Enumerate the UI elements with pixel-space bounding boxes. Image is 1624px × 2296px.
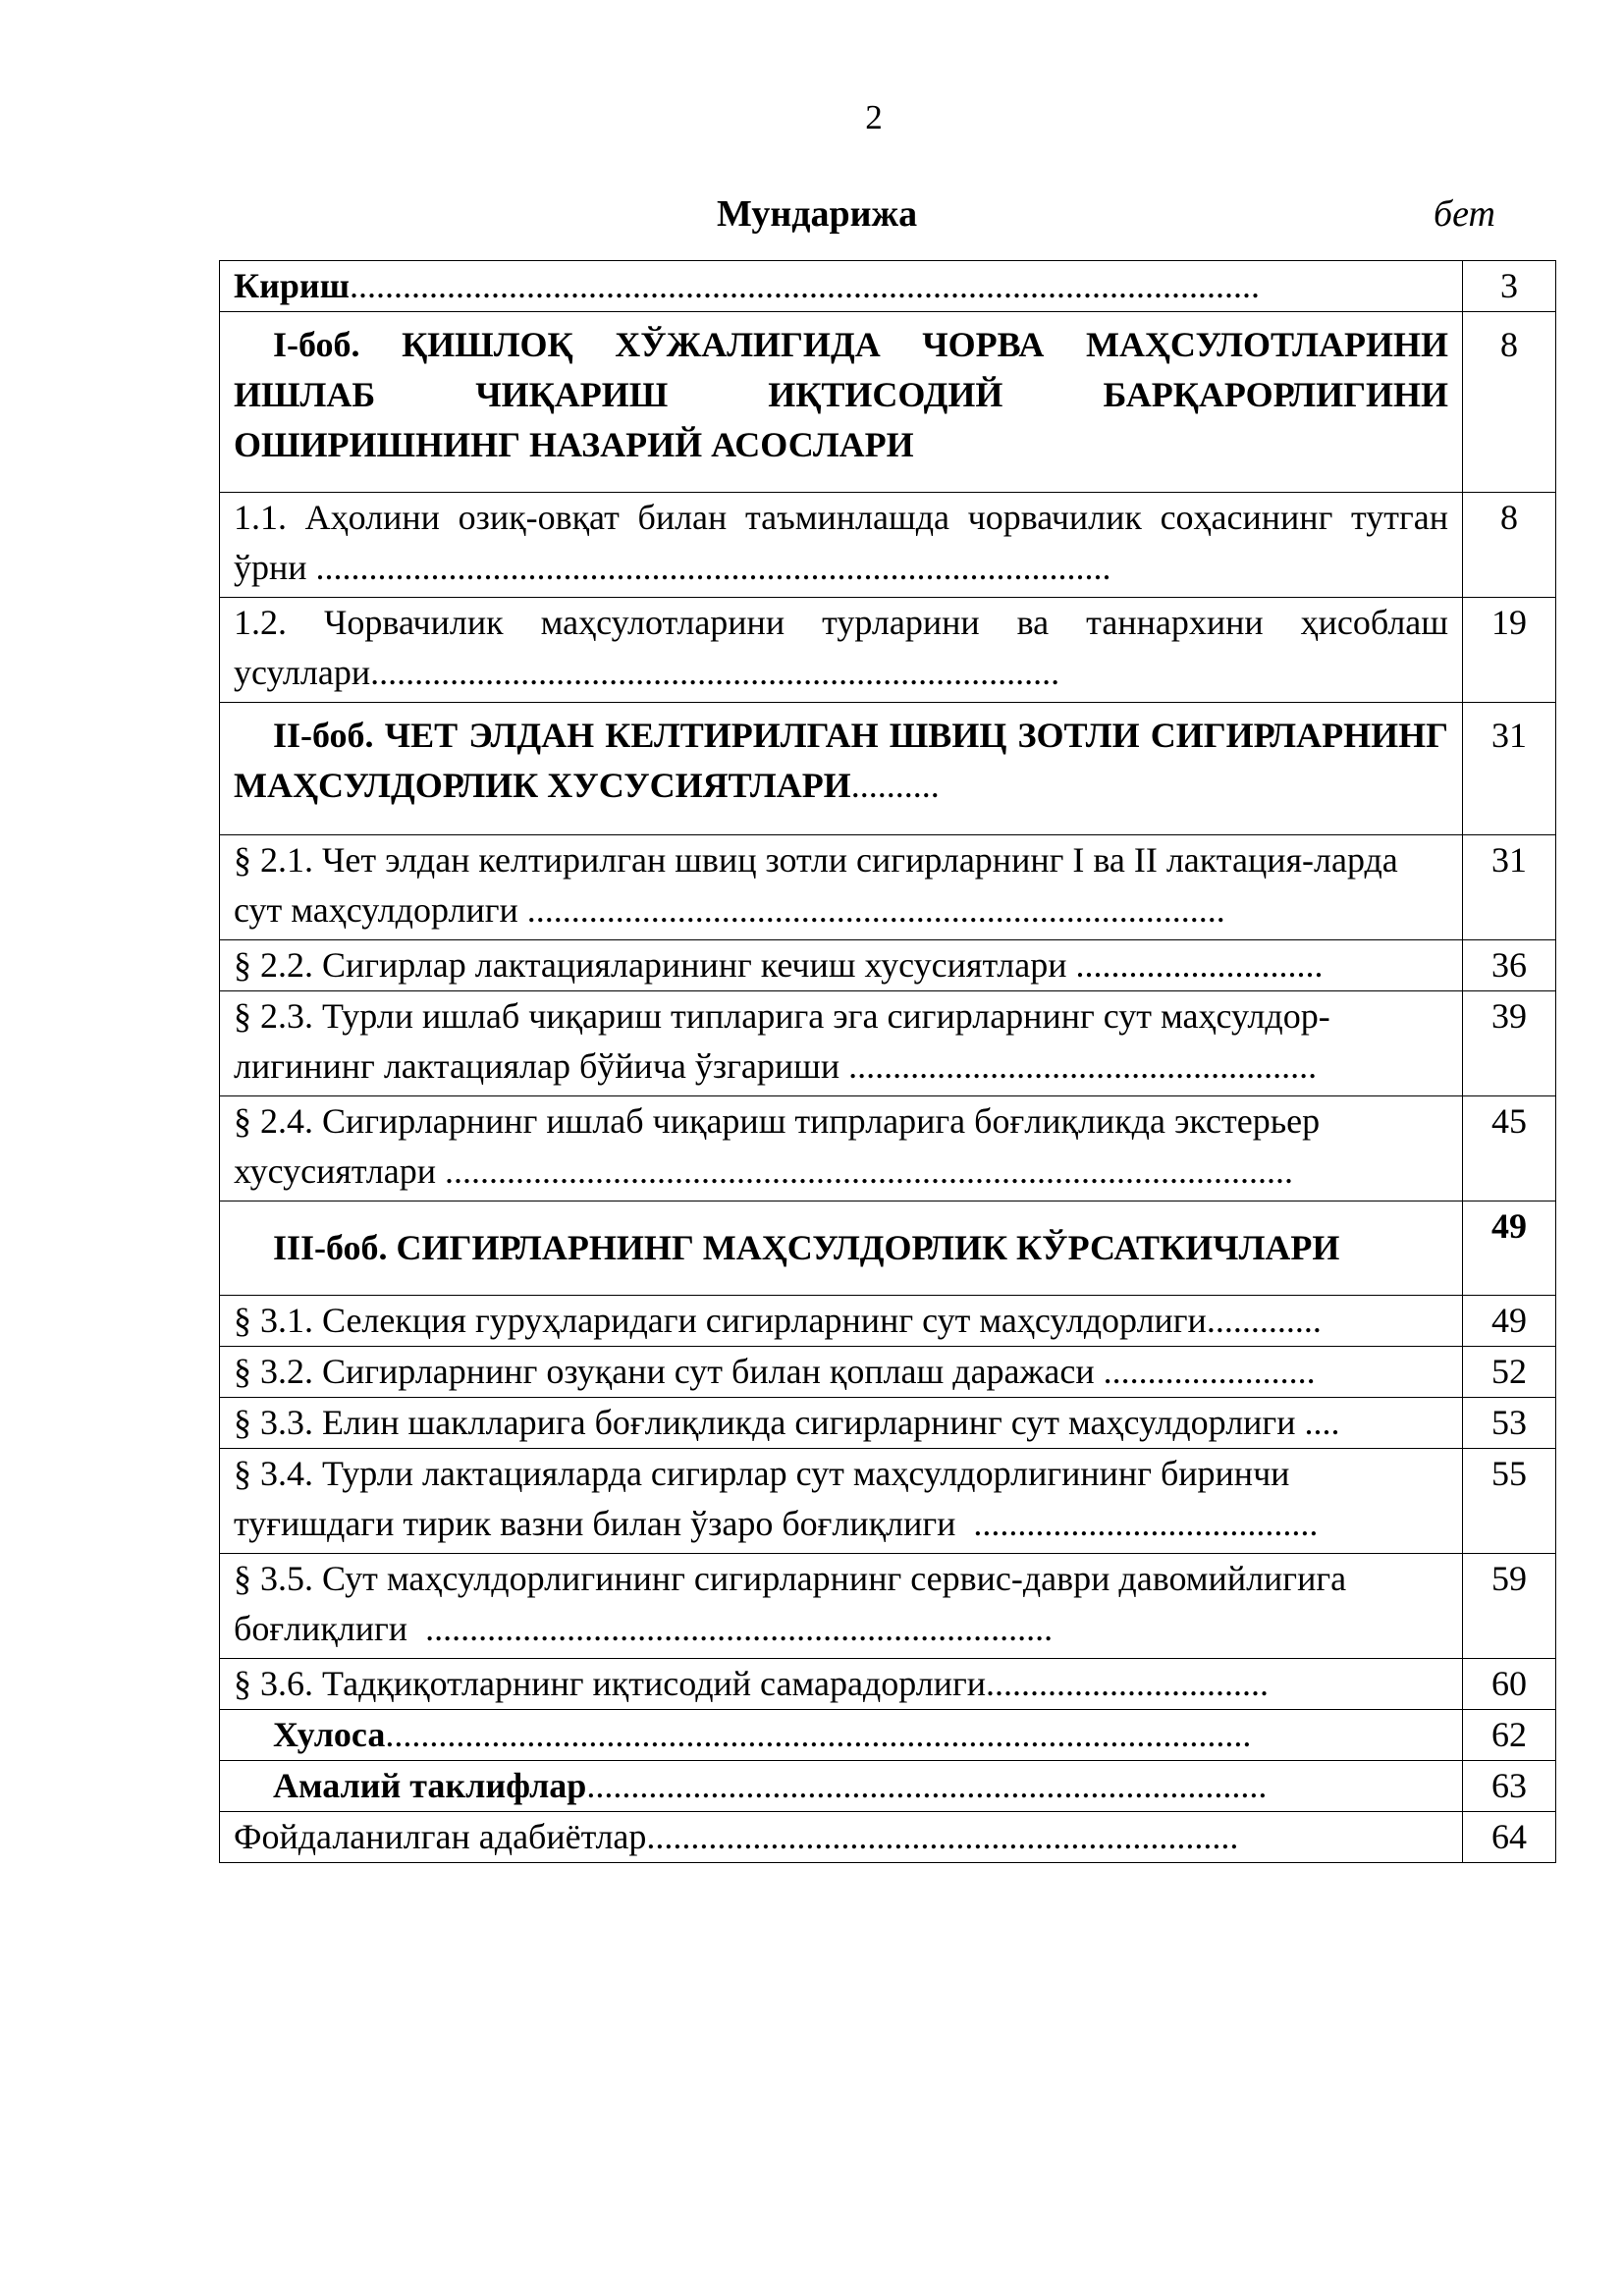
toc-row (220, 1554, 1556, 1659)
toc-page-number: 64 (1463, 1812, 1556, 1863)
toc-entry (220, 1554, 1463, 1659)
toc-row (220, 493, 1556, 598)
toc-entry-title: Амалий таклифлар (273, 1766, 587, 1805)
dot-leaders: ................................ (986, 1664, 1270, 1703)
toc-page-number: 8 (1463, 493, 1556, 598)
toc-entry (220, 940, 1463, 991)
toc-row (220, 261, 1556, 312)
dot-leaders: ................................................................... (646, 1817, 1239, 1856)
toc-entry-title: § 3.3. Елин шаклларига боғлиқликда сигирларнинг сут маҳсулдорлиги (234, 1403, 1296, 1442)
dot-leaders: ....................................... (973, 1504, 1319, 1543)
toc-entry-title: 1.1. Аҳолини озиқ-овқат билан таъминлашда чорвачилик соҳасининг тутган ўрни (234, 498, 1448, 587)
table-of-contents (219, 260, 1556, 1863)
toc-page-number: 59 (1463, 1554, 1556, 1659)
toc-entry (220, 1449, 1463, 1554)
dot-leaders: ............................................................................... (526, 890, 1225, 930)
dot-leaders: ..................................................... (848, 1046, 1318, 1086)
toc-title: Мундарижа (717, 193, 918, 235)
toc-row (220, 1659, 1556, 1710)
toc-page-number: 49 (1463, 1296, 1556, 1347)
toc-entry-title: Фойдаланилган адабиётлар (234, 1817, 647, 1856)
toc-page-number: 45 (1463, 1096, 1556, 1201)
toc-entry-title: § 2.1. Чет элдан келтирилган швиц зотли сигирларнинг I ва II лактация-ларда сут маҳсулдорлиги (234, 840, 1398, 930)
toc-page-number: 8 (1463, 312, 1556, 493)
toc-entry (220, 261, 1463, 312)
page-number: 2 (865, 98, 883, 136)
toc-page-number: 3 (1463, 261, 1556, 312)
toc-entry-title: § 3.4. Турли лактацияларда сигирлар сут маҳсулдорлигининг биринчи туғишдаги тирик вазни билан ўзаро боғлиқлиги (234, 1454, 1290, 1543)
toc-chapter-entry (220, 703, 1463, 835)
dot-leaders: ............................................................................. (586, 1766, 1268, 1805)
toc-entry-title: § 3.1. Селекция гуруҳларидаги сигирларнинг сут маҳсулдорлиги (234, 1301, 1207, 1340)
toc-entry (220, 1812, 1463, 1863)
dot-leaders: .... (1304, 1403, 1340, 1442)
toc-entry-title: Хулоса (273, 1715, 386, 1754)
toc-entry (220, 598, 1463, 703)
toc-entry-title: § 3.5. Сут маҳсулдорлигининг сигирларнинг сервис-даври давомийлигига боғлиқлиги (234, 1559, 1347, 1648)
toc-row (220, 1096, 1556, 1201)
toc-page-number: 53 (1463, 1398, 1556, 1449)
dot-leaders: .......... (850, 766, 940, 805)
dot-leaders: ........................ (1103, 1352, 1316, 1391)
page-column-label: бет (1434, 193, 1495, 235)
toc-page-number: 52 (1463, 1347, 1556, 1398)
toc-page-number: 31 (1463, 835, 1556, 940)
toc-entry-title: § 3.6. Тадқиқотларнинг иқтисодий самарадорлиги (234, 1664, 987, 1703)
toc-page-number: 63 (1463, 1761, 1556, 1812)
toc-entry (220, 1296, 1463, 1347)
toc-entry (220, 835, 1463, 940)
toc-page-number: 19 (1463, 598, 1556, 703)
toc-page-number: 49 (1463, 1201, 1556, 1296)
toc-row (220, 1812, 1556, 1863)
dot-leaders: ....................................................................... (425, 1609, 1054, 1648)
toc-chapter-entry (220, 1201, 1463, 1296)
toc-entry (220, 1761, 1463, 1812)
toc-entry-title: II-боб. ЧЕТ ЭЛДАН КЕЛТИРИЛГАН ШВИЦ ЗОТЛИ СИГИРЛАРНИНГ МАҲСУЛДОРЛИК ХУСУСИЯТЛАРИ (234, 716, 1448, 805)
toc-entry-title: § 2.4. Сигирларнинг ишлаб чиқариш типрларига боғлиқликда экстерьер хусусиятлари (234, 1101, 1321, 1191)
toc-page-number: 36 (1463, 940, 1556, 991)
toc-row (220, 1296, 1556, 1347)
toc-page-number: 31 (1463, 703, 1556, 835)
dot-leaders: ................................................................................................ (444, 1151, 1293, 1191)
toc-chapter-entry (220, 312, 1463, 493)
toc-entry-title: § 2.3. Турли ишлаб чиқариш типларига эга сигирларнинг сут маҳсулдор-лигининг лактациялар бўйича ўзгариши (234, 996, 1330, 1086)
toc-row (220, 1347, 1556, 1398)
toc-page-number: 55 (1463, 1449, 1556, 1554)
toc-page-number: 39 (1463, 991, 1556, 1096)
dot-leaders: .............................................................................. (370, 653, 1060, 692)
toc-row (220, 312, 1556, 493)
dot-leaders: ............. (1206, 1301, 1322, 1340)
toc-row (220, 940, 1556, 991)
dot-leaders: .......................................................................................... (315, 548, 1111, 587)
toc-row (220, 1201, 1556, 1296)
toc-entry-title: 1.2. Чорвачилик маҳсулотларини турларини ва таннархини ҳисоблаш усуллари (234, 603, 1448, 692)
toc-row (220, 1761, 1556, 1812)
toc-row (220, 703, 1556, 835)
toc-entry (220, 991, 1463, 1096)
toc-entry-title: I-боб. ҚИШЛОҚ ХЎЖАЛИГИДА ЧОРВА МАҲСУЛОТЛАРИНИ ИШЛАБ ЧИҚАРИШ ИҚТИСОДИЙ БАРҚАРОРЛИГИНИ ОШИРИШНИНГ НАЗАРИЙ АСОСЛАРИ (234, 325, 1448, 464)
toc-entry (220, 493, 1463, 598)
toc-entry (220, 1096, 1463, 1201)
toc-entry (220, 1659, 1463, 1710)
toc-entry (220, 1347, 1463, 1398)
dot-leaders: ............................ (1075, 945, 1324, 985)
toc-row (220, 835, 1556, 940)
toc-page-number: 62 (1463, 1710, 1556, 1761)
dot-leaders: .................................................................................................. (385, 1715, 1252, 1754)
toc-entry-title: § 2.2. Сигирлар лактацияларининг кечиш хусусиятлари (234, 945, 1067, 985)
toc-entry-title: § 3.2. Сигирларнинг озуқани сут билан қоплаш даражаси (234, 1352, 1095, 1391)
dot-leaders: ....................................................................................................... (350, 266, 1261, 305)
toc-row (220, 1710, 1556, 1761)
toc-entry-title: Кириш (234, 266, 351, 305)
toc-page-number: 60 (1463, 1659, 1556, 1710)
toc-entry (220, 1710, 1463, 1761)
toc-entry-title: III-боб. СИГИРЛАРНИНГ МАҲСУЛДОРЛИК КЎРСАТКИЧЛАРИ (273, 1228, 1340, 1267)
toc-row (220, 1398, 1556, 1449)
toc-row (220, 598, 1556, 703)
toc-row (220, 1449, 1556, 1554)
toc-entry (220, 1398, 1463, 1449)
toc-row (220, 991, 1556, 1096)
